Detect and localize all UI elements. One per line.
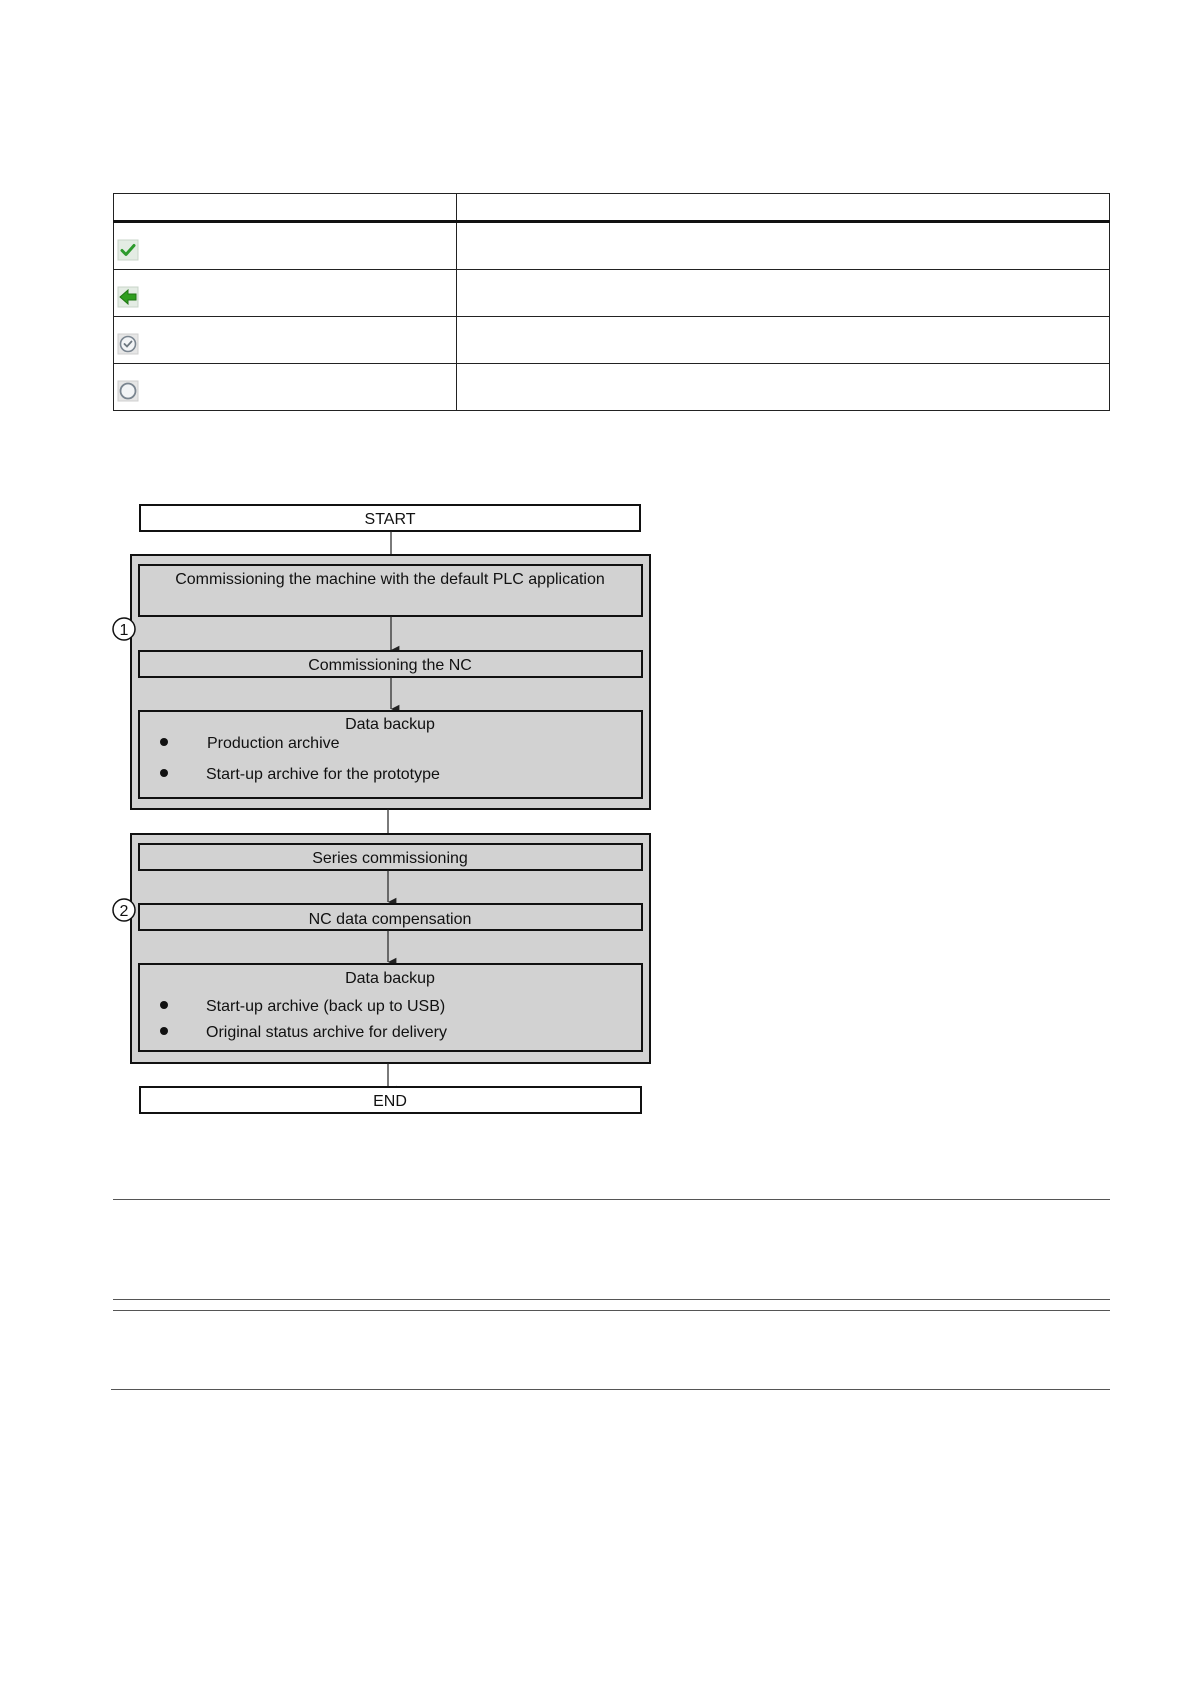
phase-2-group	[131, 834, 650, 1063]
phase-1-step-1-label: Commissioning the machine with the default PLC application	[175, 571, 605, 588]
phase-1-step-2-label: Commissioning the NC	[308, 657, 472, 674]
horizontal-rule	[113, 1199, 1110, 1200]
phase-2-step-2-box	[139, 904, 642, 930]
horizontal-rule	[113, 1310, 1110, 1311]
bullet	[160, 1001, 168, 1009]
phase-1-backup-title: Data backup	[345, 716, 435, 733]
start-box	[140, 505, 640, 531]
phase-1-marker-label: 1	[119, 622, 129, 639]
phase-2-backup-box	[139, 964, 642, 1051]
phase-2-step-1-label: Series commissioning	[312, 850, 468, 867]
phase-2-step-2-label: NC data compensation	[308, 911, 472, 928]
phase-2-marker	[113, 899, 135, 921]
phase-2-backup-item: Original status archive for delivery	[206, 1024, 447, 1041]
phase-2-backup-title: Data backup	[345, 970, 435, 987]
start-label: START	[364, 511, 416, 528]
bullet	[160, 1027, 168, 1035]
phase-2-step-1-box	[139, 844, 642, 870]
phase-2-marker-label: 2	[119, 903, 129, 920]
phase-1-step-1-box	[139, 565, 642, 616]
phase-1-backup-item: Production archive	[207, 735, 340, 752]
horizontal-rule	[113, 1299, 1110, 1300]
end-label: END	[373, 1093, 407, 1110]
bullet	[160, 769, 168, 777]
end-box	[140, 1087, 641, 1113]
horizontal-rule	[111, 1389, 1110, 1390]
phase-1-step-2-box	[139, 651, 642, 677]
phase-1-backup-item: Start-up archive for the prototype	[206, 766, 440, 783]
phase-1-group	[131, 555, 650, 809]
phase-1-backup-box	[139, 711, 642, 798]
phase-1-marker	[113, 618, 135, 640]
phase-2-backup-item: Start-up archive (back up to USB)	[206, 998, 446, 1015]
bullet	[160, 738, 168, 746]
